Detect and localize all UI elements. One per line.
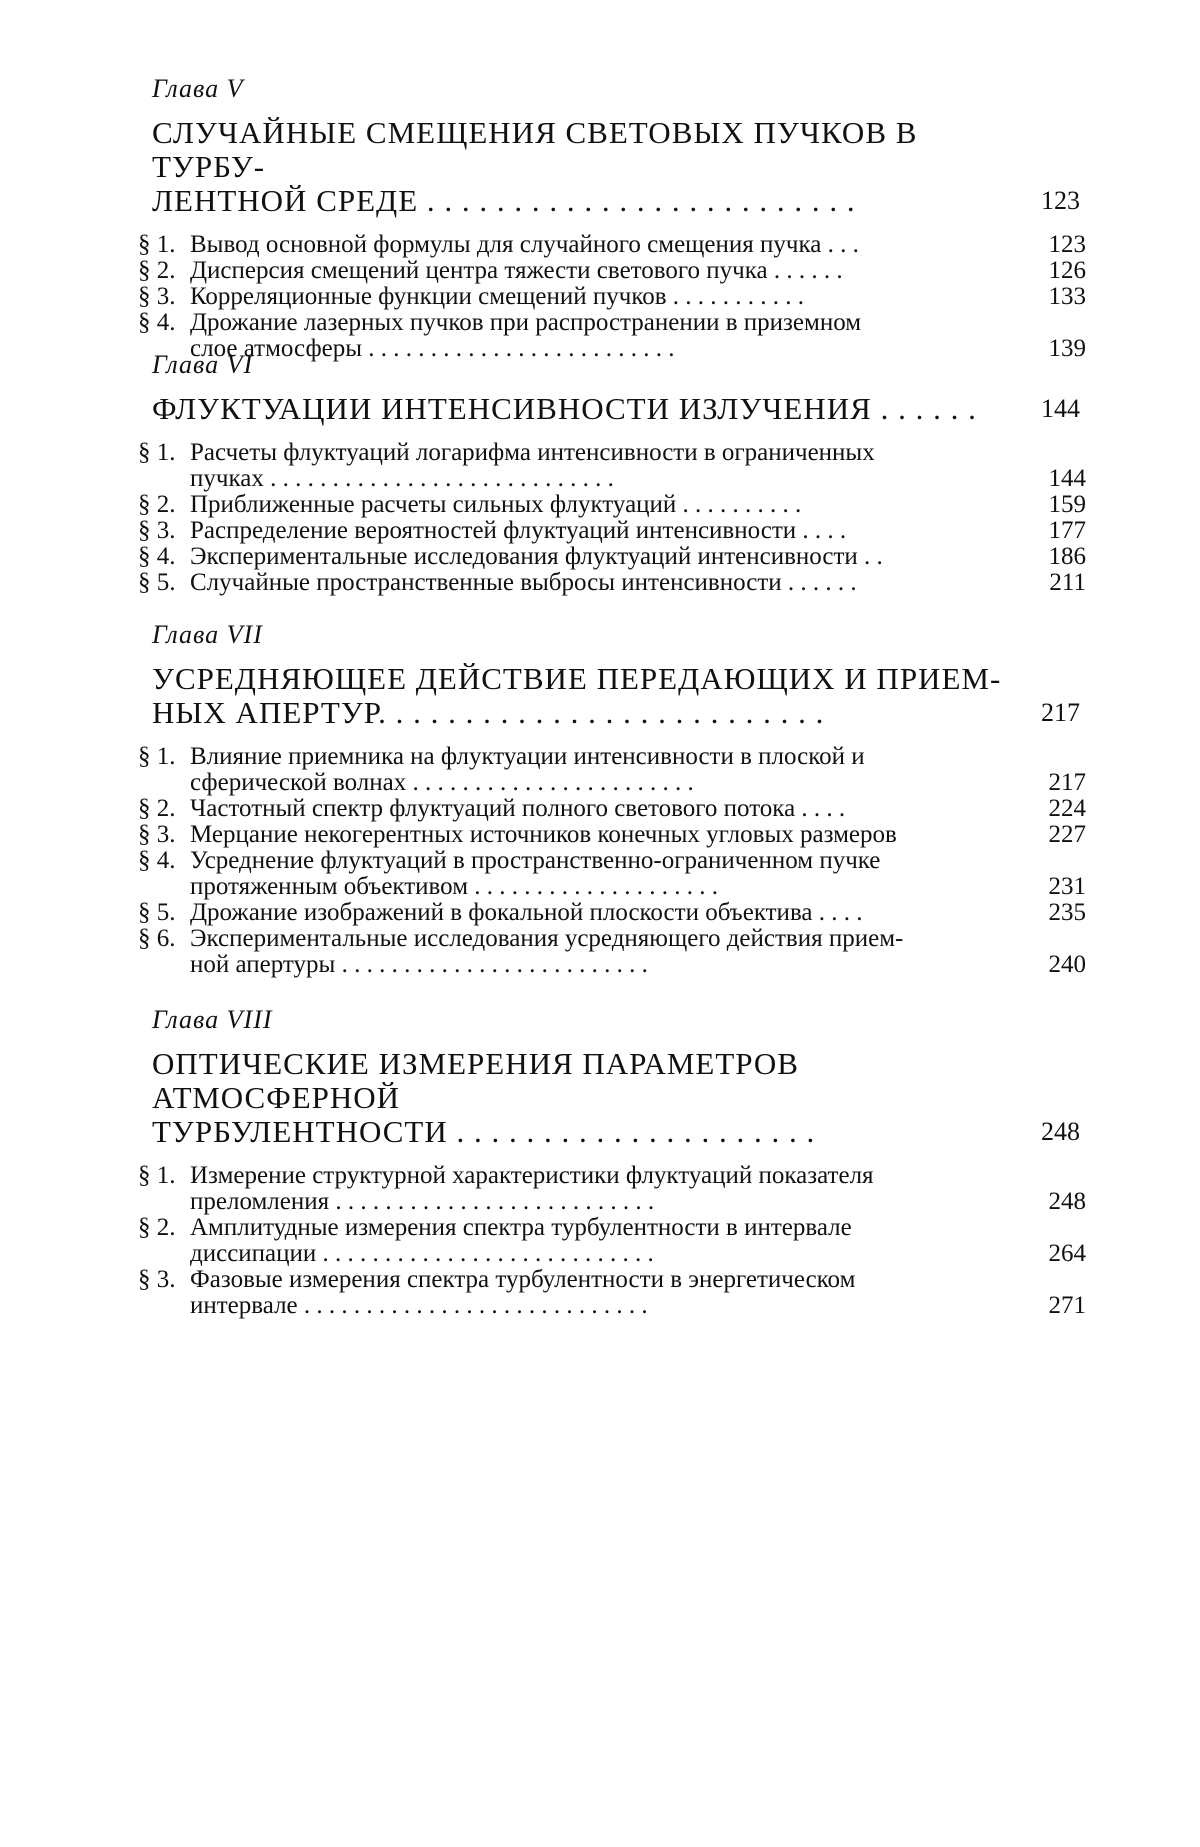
section-title-line: ной апертуры . . . . . . . . . . . . . . . . . . . . . . . . .	[190, 951, 648, 978]
section-title-line: Усреднение флуктуаций в пространственно-ограниченном пучке	[190, 848, 881, 874]
chapter-title-line: СЛУЧАЙНЫЕ СМЕЩЕНИЯ СВЕТОВЫХ ПУЧКОВ В ТУРБУ-	[152, 115, 918, 184]
page-number: 248	[1041, 1117, 1080, 1146]
section-number: § 2.	[138, 1214, 176, 1241]
page-number: 217	[1041, 698, 1080, 727]
page-number: 144	[1048, 465, 1086, 492]
chapter-title	[152, 661, 1080, 730]
chapter-title-line: НЫХ АПЕРТУР. . . . . . . . . . . . . . . . . . . . . . . . . .	[152, 695, 825, 730]
section-title: Дрожание изображений в фокальной плоскости объектива . . . .	[190, 900, 863, 926]
section-title	[190, 1215, 1024, 1267]
section-title: Экспериментальные исследования флуктуаций интенсивности . .	[190, 544, 883, 570]
chapter-title-line: ОПТИЧЕСКИЕ ИЗМЕРЕНИЯ ПАРАМЕТРОВ АТМОСФЕРНОЙ	[152, 1046, 799, 1115]
section-title-line: Амплитудные измерения спектра турбулентности в интервале	[190, 1215, 852, 1241]
section-entry	[138, 821, 1086, 848]
section-title	[190, 926, 1024, 978]
section-title	[190, 848, 1024, 900]
chapter-label: Глава VII	[152, 620, 263, 649]
page-number: 235	[1048, 899, 1086, 926]
section-title: Корреляционные функции смещений пучков . . . . . . . . . . .	[190, 284, 805, 310]
section-title-line: Влияние приемника на флуктуации интенсивности в плоской и	[190, 744, 865, 770]
page-number: 224	[1048, 795, 1086, 822]
section-entry	[138, 439, 1086, 492]
section-title-line: протяженным объективом . . . . . . . . . . . . . . . . . . . .	[190, 873, 719, 900]
section-title: Дисперсия смещений центра тяжести светового пучка . . . . . .	[190, 258, 843, 284]
section-number: § 1.	[138, 231, 176, 258]
section-number: § 2.	[138, 257, 176, 284]
section-entry	[138, 517, 1086, 544]
section-number: § 3.	[138, 517, 176, 544]
section-number: § 2.	[138, 795, 176, 822]
section-title-line: Фазовые измерения спектра турбулентности в энергетическом	[190, 1267, 856, 1293]
section-title-line: Измерение структурной характеристики флуктуаций показателя	[190, 1163, 874, 1189]
section-title-line: слое атмосферы . . . . . . . . . . . . . . . . . . . . . . . . .	[190, 335, 675, 362]
page-number: 264	[1048, 1240, 1086, 1267]
section-number: § 3.	[138, 1266, 176, 1293]
page-number: 217	[1048, 769, 1086, 796]
section-title-line: сферической волнах . . . . . . . . . . . . . . . . . . . . . . .	[190, 769, 694, 796]
section-number: § 3.	[138, 283, 176, 310]
section-number: § 4.	[138, 847, 176, 874]
chapter-title-line: ТУРБУЛЕНТНОСТИ . . . . . . . . . . . . . . . . . . . . .	[152, 1114, 816, 1149]
chapter-title-line: УСРЕДНЯЮЩЕЕ ДЕЙСТВИЕ ПЕРЕДАЮЩИХ И ПРИЕМ-	[152, 661, 1002, 696]
section-title: Частотный спектр флуктуаций полного светового потока . . . .	[190, 796, 846, 822]
section-title: Мерцание некогерентных источников конечных угловых размеров	[190, 822, 897, 848]
chapter-title	[152, 391, 1080, 426]
page-number: 271	[1048, 1292, 1086, 1319]
section-entry	[138, 743, 1086, 796]
section-entry	[138, 543, 1086, 570]
page-number: 186	[1048, 543, 1086, 570]
section-title-line: Дрожание лазерных пучков при распространении в приземном	[190, 310, 862, 336]
section-title: Случайные пространственные выбросы интенсивности . . . . . .	[190, 570, 857, 596]
chapter-title	[152, 1046, 1080, 1149]
page-number: 211	[1049, 569, 1086, 596]
section-number: § 2.	[138, 491, 176, 518]
page-number: 123	[1048, 231, 1086, 258]
page-number: 159	[1048, 491, 1086, 518]
section-number: § 1.	[138, 1162, 176, 1189]
section-title: Вывод основной формулы для случайного смещения пучка . . .	[190, 232, 859, 258]
chapter-5	[138, 74, 1086, 362]
section-number: § 5.	[138, 899, 176, 926]
chapter-title	[152, 115, 1080, 218]
section-title	[190, 744, 1024, 796]
section-entry	[138, 1214, 1086, 1267]
section-entry	[138, 491, 1086, 518]
section-title	[190, 440, 1024, 492]
section-title: Распределение вероятностей флуктуаций интенсивности . . . .	[190, 518, 847, 544]
page-number: 177	[1048, 517, 1086, 544]
section-title: Приближенные расчеты сильных флуктуаций . . . . . . . . . .	[190, 492, 802, 518]
section-title-line: преломления . . . . . . . . . . . . . . . . . . . . . . . . . .	[190, 1188, 655, 1215]
chapter-label: Глава VI	[152, 350, 254, 379]
page-number: 231	[1048, 873, 1086, 900]
section-number: § 4.	[138, 543, 176, 570]
page-number: 248	[1048, 1188, 1086, 1215]
section-title-line: Расчеты флуктуаций логарифма интенсивности в ограниченных	[190, 440, 875, 466]
section-entry	[138, 283, 1086, 310]
page-number: 227	[1048, 821, 1086, 848]
section-title-line: диссипации . . . . . . . . . . . . . . . . . . . . . . . . . . .	[190, 1240, 654, 1267]
section-number: § 1.	[138, 439, 176, 466]
section-entry	[138, 795, 1086, 822]
section-number: § 6.	[138, 925, 176, 952]
section-number: § 4.	[138, 309, 176, 336]
page-number: 240	[1048, 951, 1086, 978]
section-entry	[138, 899, 1086, 926]
section-title-line: интервале . . . . . . . . . . . . . . . . . . . . . . . . . . . .	[190, 1292, 648, 1319]
chapter-8	[138, 1005, 1086, 1319]
page-number: 126	[1048, 257, 1086, 284]
page-number: 139	[1048, 335, 1086, 362]
chapter-label: Глава VIII	[152, 1005, 273, 1034]
section-number: § 5.	[138, 569, 176, 596]
section-entry	[138, 847, 1086, 900]
section-number: § 3.	[138, 821, 176, 848]
section-title	[190, 1163, 1024, 1215]
chapter-title-line: ФЛУКТУАЦИИ ИНТЕНСИВНОСТИ ИЗЛУЧЕНИЯ . . . . . .	[152, 391, 977, 426]
section-entry	[138, 925, 1086, 978]
section-entry	[138, 569, 1086, 596]
chapter-title-line: ЛЕНТНОЙ СРЕДЕ . . . . . . . . . . . . . . . . . . . . . . . . .	[152, 183, 856, 218]
section-entry	[138, 1266, 1086, 1319]
section-entry	[138, 257, 1086, 284]
section-title-line: пучках . . . . . . . . . . . . . . . . . . . . . . . . . . . .	[190, 465, 614, 492]
section-title	[190, 1267, 1024, 1319]
section-number: § 1.	[138, 743, 176, 770]
section-title-line: Экспериментальные исследования усредняющего действия прием-	[190, 926, 904, 952]
page-number: 123	[1041, 186, 1080, 215]
section-entry	[138, 1162, 1086, 1215]
chapter-6	[138, 350, 1086, 596]
chapter-7	[138, 620, 1086, 978]
page-number: 133	[1048, 283, 1086, 310]
chapter-label: Глава V	[152, 74, 244, 103]
page-number: 144	[1041, 394, 1080, 423]
section-entry	[138, 231, 1086, 258]
